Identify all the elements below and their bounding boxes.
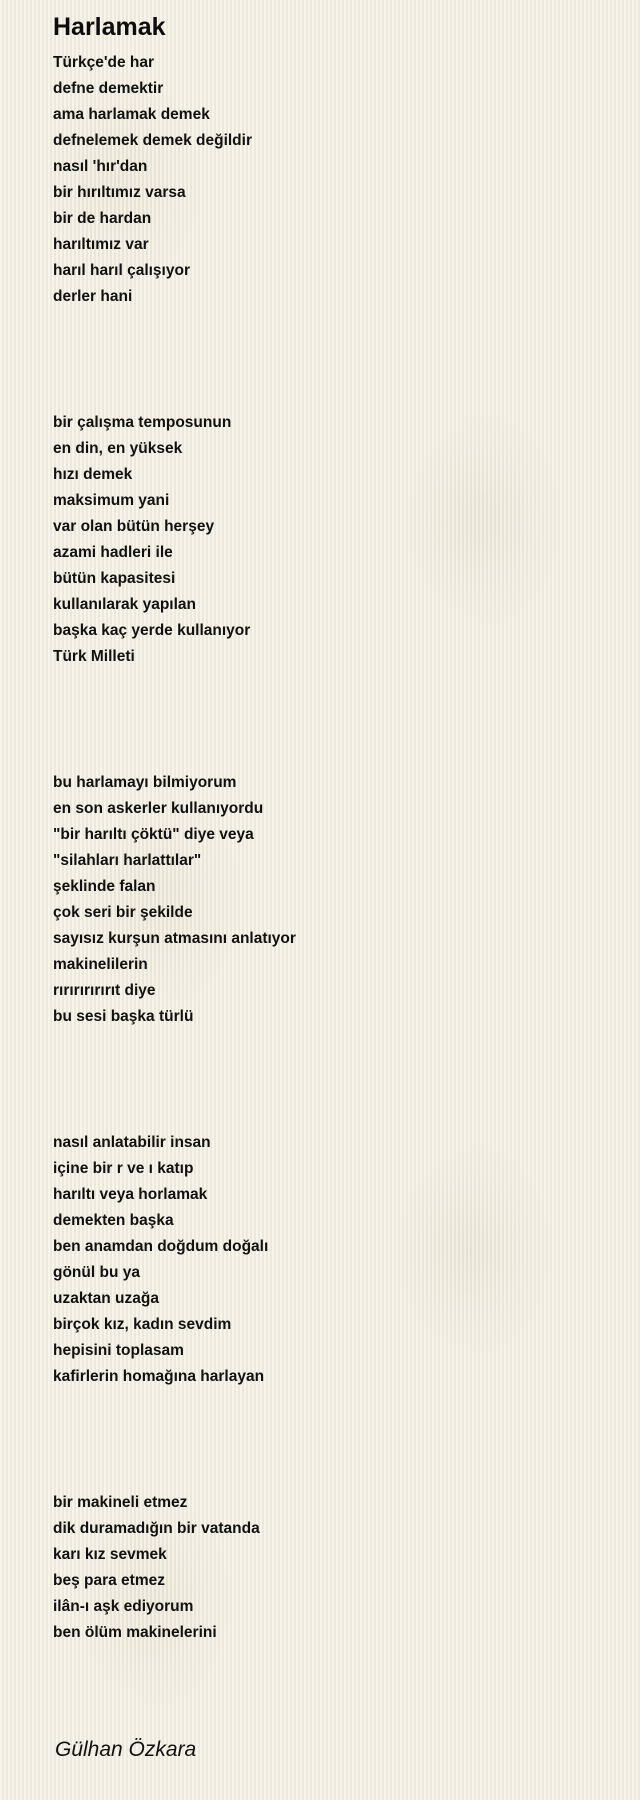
poem-page <box>53 10 613 1746</box>
poem-line: Türk Milleti <box>53 648 135 665</box>
poem-line: harıl harıl çalışıyor <box>53 262 190 279</box>
poem-line: ama harlamak demek <box>53 106 210 123</box>
poem-title: Harlamak <box>53 13 166 41</box>
poem-line: azami hadleri ile <box>53 544 173 561</box>
poem-stanza <box>53 770 613 1030</box>
poem-line: birçok kız, kadın sevdim <box>53 1316 232 1333</box>
poem-author[interactable]: Gülhan Özkara <box>55 1738 197 1761</box>
poem-stanza <box>53 410 613 670</box>
poem-line: en din, en yüksek <box>53 440 183 457</box>
poem-line: bütün kapasitesi <box>53 570 176 587</box>
poem-line: "silahları harlattılar" <box>53 852 202 869</box>
poem-stanza <box>53 1130 613 1390</box>
poem-line: Türkçe'de har <box>53 54 155 71</box>
poem-line: başka kaç yerde kullanıyor <box>53 622 251 639</box>
poem-line: harıltı veya horlamak <box>53 1186 208 1203</box>
poem-line: derler hani <box>53 288 133 305</box>
poem-line: gönül bu ya <box>53 1264 140 1281</box>
poem-line: maksimum yani <box>53 492 170 509</box>
poem-line: bu harlamayı bilmiyorum <box>53 774 237 791</box>
poem-line: bir makineli etmez <box>53 1494 188 1511</box>
poem-line: şeklinde falan <box>53 878 156 895</box>
poem-line: harıltımız var <box>53 236 149 253</box>
poem-line: kullanılarak yapılan <box>53 596 197 613</box>
poem-line: çok seri bir şekilde <box>53 904 193 921</box>
poem-line: "bir harıltı çöktü" diye veya <box>53 826 254 843</box>
poem-stanza <box>53 50 613 310</box>
poem-line: uzaktan uzağa <box>53 1290 159 1307</box>
poem-line: bir çalışma temposunun <box>53 414 232 431</box>
poem-line: sayısız kurşun atmasını anlatıyor <box>53 930 296 947</box>
poem-line: ben ölüm makinelerini <box>53 1624 217 1641</box>
poem-line: bu sesi başka türlü <box>53 1008 194 1025</box>
poem-line: ben anamdan doğdum doğalı <box>53 1238 269 1255</box>
poem-line: makinelilerin <box>53 956 148 973</box>
poem-line: rırırırırırıt diye <box>53 982 156 999</box>
poem-stanza <box>53 1490 613 1646</box>
poem-line: nasıl anlatabilir insan <box>53 1134 211 1151</box>
poem-line: en son askerler kullanıyordu <box>53 800 264 817</box>
poem-line: hepisini toplasam <box>53 1342 184 1359</box>
poem-line: bir de hardan <box>53 210 152 227</box>
poem-line: karı kız sevmek <box>53 1546 167 1563</box>
poem-line: hızı demek <box>53 466 133 483</box>
poem-line: ilân-ı aşk ediyorum <box>53 1598 194 1615</box>
poem-body <box>53 50 613 1646</box>
poem-line: dik duramadığın bir vatanda <box>53 1520 260 1537</box>
poem-line: bir hırıltımız varsa <box>53 184 186 201</box>
poem-line: demekten başka <box>53 1212 174 1229</box>
poem-line: içine bir r ve ı katıp <box>53 1160 194 1177</box>
poem-line: kafirlerin homağına harlayan <box>53 1368 265 1385</box>
poem-line: defnelemek demek değildir <box>53 132 252 149</box>
poem-line: var olan bütün herşey <box>53 518 215 535</box>
poem-line: beş para etmez <box>53 1572 165 1589</box>
poem-line: nasıl 'hır'dan <box>53 158 148 175</box>
poem-line: defne demektir <box>53 80 164 97</box>
